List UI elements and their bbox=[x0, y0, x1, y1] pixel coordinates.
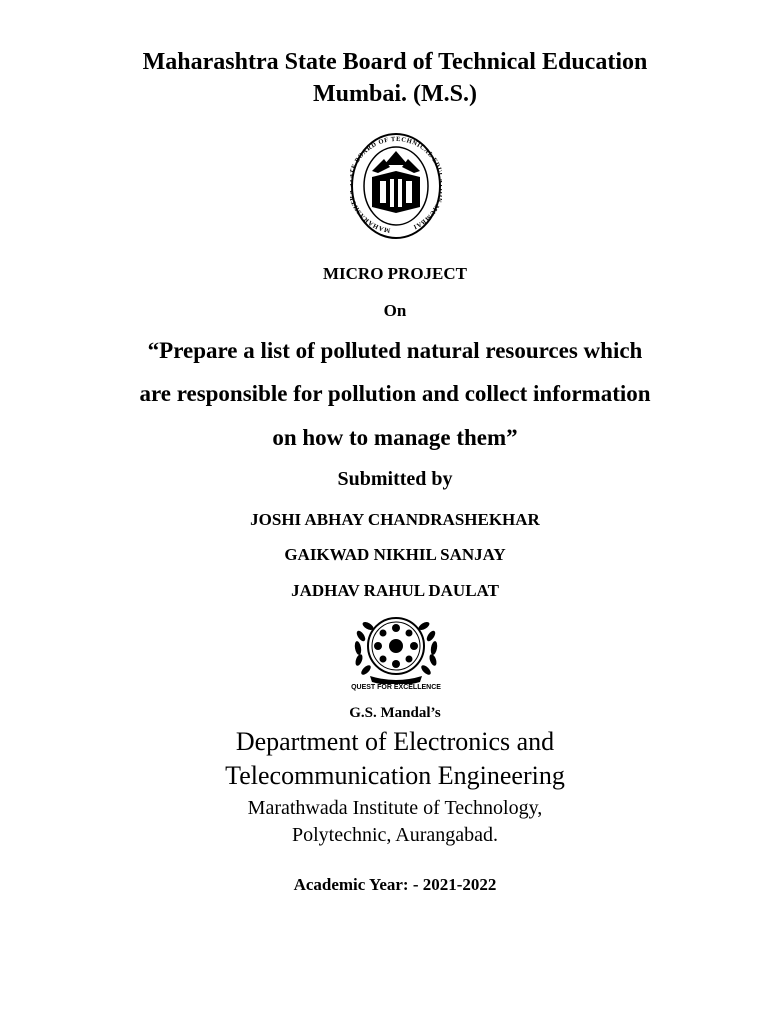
micro-project-label: MICRO PROJECT bbox=[322, 264, 468, 283]
msbte-seal-icon bbox=[350, 131, 442, 241]
board-title: Maharashtra State Board of Technical Education bbox=[142, 49, 648, 75]
project-topic-line-3: on how to manage them” bbox=[272, 425, 518, 450]
department-line-2: Telecommunication Engineering bbox=[225, 761, 565, 790]
student-name: JOSHI ABHAY CHANDRASHEKHAR bbox=[250, 510, 540, 529]
board-subtitle: Mumbai. (M.S.) bbox=[313, 81, 477, 107]
project-topic-line-2: are responsible for pollution and collect information bbox=[139, 381, 651, 406]
submitted-by-label: Submitted by bbox=[337, 468, 453, 490]
project-topic-line-1: “Prepare a list of polluted natural resources which bbox=[147, 338, 643, 363]
institute-line-1: Marathwada Institute of Technology, bbox=[247, 797, 543, 819]
institute-motto: QUEST FOR EXCELLENCE bbox=[351, 684, 441, 691]
mandal-name: G.S. Mandal’s bbox=[349, 705, 441, 721]
academic-year: Academic Year: - 2021-2022 bbox=[293, 875, 497, 894]
student-name: JADHAV RAHUL DAULAT bbox=[291, 581, 499, 600]
on-label: On bbox=[383, 301, 407, 320]
svg-text:MAHARASHTRA STATE BOARD OF TEC: MAHARASHT E BOARD OF TECHNICAL ED MUMBAI bbox=[350, 135, 442, 234]
institute-line-2: Polytechnic, Aurangabad. bbox=[291, 824, 499, 846]
department-line-1: Department of Electronics and bbox=[235, 727, 555, 756]
student-name: GAIKWAD NIKHIL SANJAY bbox=[284, 545, 506, 564]
